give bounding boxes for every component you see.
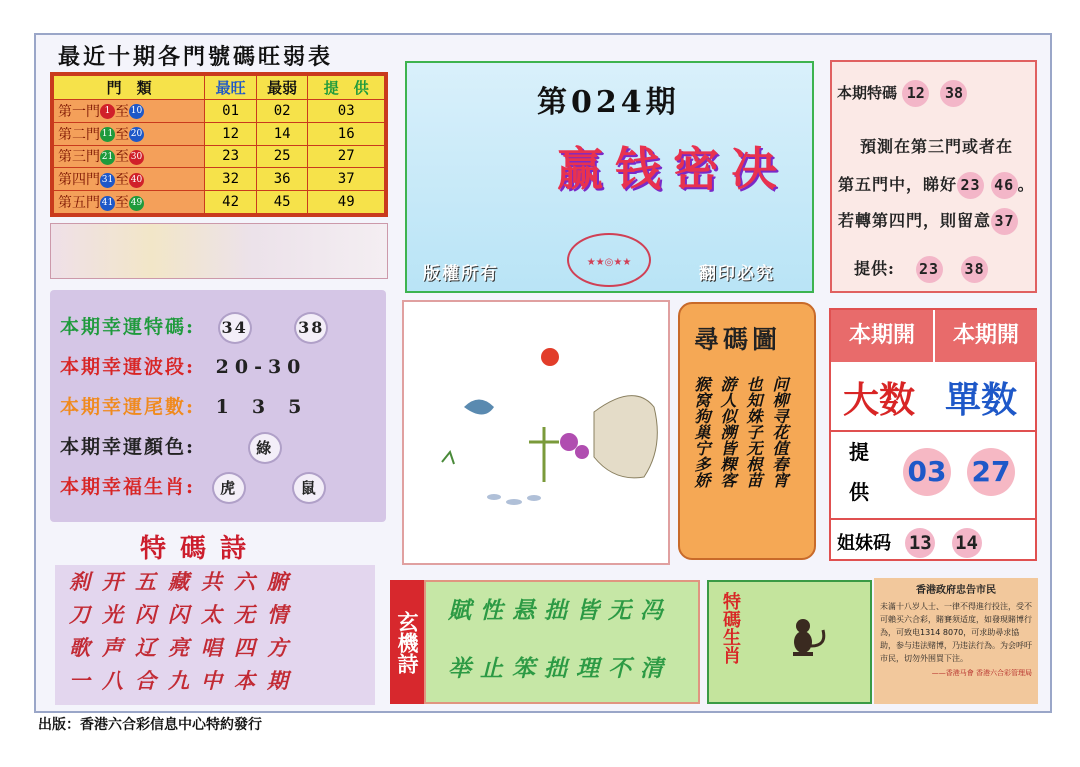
forecast-num-37: 37 — [991, 208, 1018, 235]
sister-label: 姐妹码 — [837, 533, 891, 554]
sun-icon — [541, 348, 559, 366]
range-from: 21 — [100, 150, 115, 165]
sister-1: 13 — [905, 528, 935, 558]
sister-2: 14 — [952, 528, 982, 558]
result-provide-label-2: 供 — [849, 480, 869, 504]
forecast-special-label: 本期特碼 — [837, 84, 898, 102]
page-title: 最近十期各門號碼旺弱表 — [58, 44, 334, 70]
xuanji-poem — [424, 580, 700, 704]
search-col: 也知姝子无根苗 — [744, 376, 763, 488]
poem-title: 特碼詩 — [140, 534, 261, 564]
result-head-2: 本期開 — [935, 310, 1037, 362]
issue-banner — [405, 61, 814, 293]
lucky-special-1: 34 — [218, 312, 252, 344]
forecast-line-1: 預測在第三門或者在 — [860, 137, 1014, 156]
range-to: 30 — [129, 150, 144, 165]
range-mid: 至 — [115, 149, 129, 166]
result-provide-2: 27 — [967, 448, 1015, 496]
result-odd: 單数 — [945, 380, 1018, 421]
table-header-min: 最弱 — [256, 76, 308, 100]
poem-line: 歌声辽亮唱四方 — [69, 635, 300, 660]
search-col: 猴窝狗巢宁多娇 — [692, 376, 711, 488]
cell-max: 32 — [205, 168, 257, 191]
range-from: 11 — [100, 127, 115, 142]
lucky-tail-label: 本期幸運尾數: — [60, 396, 196, 418]
cell-provide: 37 — [308, 168, 385, 191]
range-from: 1 — [100, 104, 115, 119]
xuanji-line: 賦性悬拙皆无冯 — [448, 598, 672, 624]
range-mid: 至 — [115, 103, 129, 120]
lucky-tail-value: 1 3 5 — [215, 396, 304, 418]
poem-line: 刹开五藏共六腑 — [69, 569, 300, 594]
cell-min: 25 — [256, 145, 308, 168]
zodiac-panel — [707, 580, 872, 704]
forecast-num-46: 46 — [991, 172, 1018, 199]
cell-max: 12 — [205, 122, 257, 145]
result-big: 大数 — [843, 380, 916, 421]
table-row — [54, 168, 385, 191]
range-mid: 至 — [115, 195, 129, 212]
piracy-label: 翻印必究 — [699, 264, 775, 284]
lucky-zodiac-label: 本期幸福生肖: — [60, 476, 196, 498]
cell-provide: 16 — [308, 122, 385, 145]
forecast-provide-row — [854, 256, 988, 283]
table-row — [54, 191, 385, 214]
result-provide-label-1: 提 — [849, 440, 869, 464]
seal-icon — [567, 233, 651, 287]
forecast-num-23: 23 — [957, 172, 984, 199]
monkey-icon — [781, 612, 831, 666]
riddle-picture — [402, 300, 670, 565]
cell-provide: 49 — [308, 191, 385, 214]
blank-banner — [50, 223, 388, 279]
forecast-provide-1: 23 — [916, 256, 943, 283]
range-to: 10 — [129, 104, 144, 119]
search-col: 问柳寻花值春宵 — [770, 376, 789, 488]
forecast-line-2-end: 。 — [1017, 175, 1035, 194]
row-label: 第三門 — [58, 149, 100, 166]
cell-max: 01 — [205, 99, 257, 122]
result-head-1: 本期開 — [831, 310, 933, 362]
gov-body: 未滿十八岁人士、一律不得進行投注，受不可賴买六合彩，賭賽须适度，如發現賭博行為，可致电1314 8070，可求助尋求協助，参与违法赌博，乃违法行為。为会呼吁市民，切勿外围買下注。 — [880, 602, 1032, 663]
forecast-line-2-text: 第五門中，睇好 — [838, 175, 958, 194]
bird-icon — [464, 400, 494, 415]
xuanji-label: 玄機詩 — [390, 580, 424, 704]
search-code-title: 尋碼圖 — [694, 325, 782, 354]
range-from: 41 — [100, 196, 115, 211]
cell-min: 45 — [256, 191, 308, 214]
gov-sign: ——香港马會 香港六合彩管理局 — [931, 669, 1032, 677]
forecast-line-2 — [838, 172, 1035, 199]
row-label: 第一門 — [58, 103, 100, 120]
svg-text:★★◎★★: ★★◎★★ — [586, 257, 632, 268]
footer-publisher: 出版：香港六合彩信息中心特約發行 — [38, 717, 262, 733]
forecast-special-row — [837, 80, 967, 107]
result-provide-row — [831, 430, 1037, 520]
rock-icon — [594, 396, 657, 478]
cell-min: 02 — [256, 99, 308, 122]
search-col: 游人似溯皆粿客 — [718, 376, 737, 488]
range-mid: 至 — [115, 172, 129, 189]
cell-provide: 27 — [308, 145, 385, 168]
table-header-provide: 提 供 — [308, 76, 385, 100]
lucky-special-label: 本期幸運特碼: — [60, 316, 196, 338]
cell-min: 14 — [256, 122, 308, 145]
lucky-panel — [50, 290, 386, 522]
row-label: 第四門 — [58, 172, 100, 189]
zodiac-label: 特碼生肖 — [720, 592, 741, 664]
table-header-category: 門 類 — [54, 76, 205, 100]
lucky-special-row — [60, 312, 328, 344]
cell-provide: 03 — [308, 99, 385, 122]
poem-line: 一八合九中本期 — [69, 668, 300, 693]
cell-max: 23 — [205, 145, 257, 168]
lucky-zodiac-row — [60, 472, 326, 504]
search-code-panel — [678, 302, 816, 560]
xuanji-line: 举止笨拙理不清 — [448, 656, 672, 682]
range-from: 31 — [100, 173, 115, 188]
forecast-special-2: 38 — [940, 80, 967, 107]
lucky-zodiac-1: 虎 — [212, 472, 246, 504]
lucky-color-value: 綠 — [248, 432, 282, 464]
lucky-wave-value: 20-30 — [215, 356, 307, 378]
table-row — [54, 99, 385, 122]
forecast-panel — [830, 60, 1037, 293]
issue-number: 第024期 — [537, 85, 680, 120]
lucky-special-2: 38 — [294, 312, 328, 344]
sister-row — [837, 528, 982, 558]
lucky-wave-label: 本期幸運波段: — [60, 356, 196, 378]
cell-min: 36 — [256, 168, 308, 191]
forecast-provide-label: 提供: — [854, 259, 895, 278]
forecast-provide-2: 38 — [961, 256, 988, 283]
table-row — [54, 122, 385, 145]
result-provide-1: 03 — [903, 448, 951, 496]
lucky-wave-row — [60, 352, 306, 379]
range-to: 40 — [129, 173, 144, 188]
copyright-label: 版權所有 — [423, 264, 499, 284]
table-header-max: 最旺 — [205, 76, 257, 100]
table-row — [54, 145, 385, 168]
lucky-tail-row — [60, 392, 303, 419]
forecast-line-3 — [838, 208, 1018, 235]
lucky-color-row — [60, 432, 282, 464]
gov-title: 香港政府忠告市民 — [916, 585, 996, 596]
gov-notice — [874, 578, 1038, 704]
forecast-line-3-text: 若轉第四門，則留意 — [838, 211, 992, 230]
cell-max: 42 — [205, 191, 257, 214]
row-label: 第二門 — [58, 126, 100, 143]
banner-title: 赢钱密决 — [557, 142, 789, 196]
lucky-zodiac-2: 鼠 — [292, 472, 326, 504]
range-to: 20 — [129, 127, 144, 142]
stats-table — [50, 72, 388, 217]
lucky-color-label: 本期幸運顏色: — [60, 436, 196, 458]
result-panel — [829, 308, 1037, 561]
forecast-special-1: 12 — [902, 80, 929, 107]
range-mid: 至 — [115, 126, 129, 143]
search-code-columns — [690, 376, 790, 488]
poem-box — [55, 565, 375, 705]
range-to: 49 — [129, 196, 144, 211]
poem-line: 刀光闪闪太无情 — [69, 602, 300, 627]
row-label: 第五門 — [58, 195, 100, 212]
